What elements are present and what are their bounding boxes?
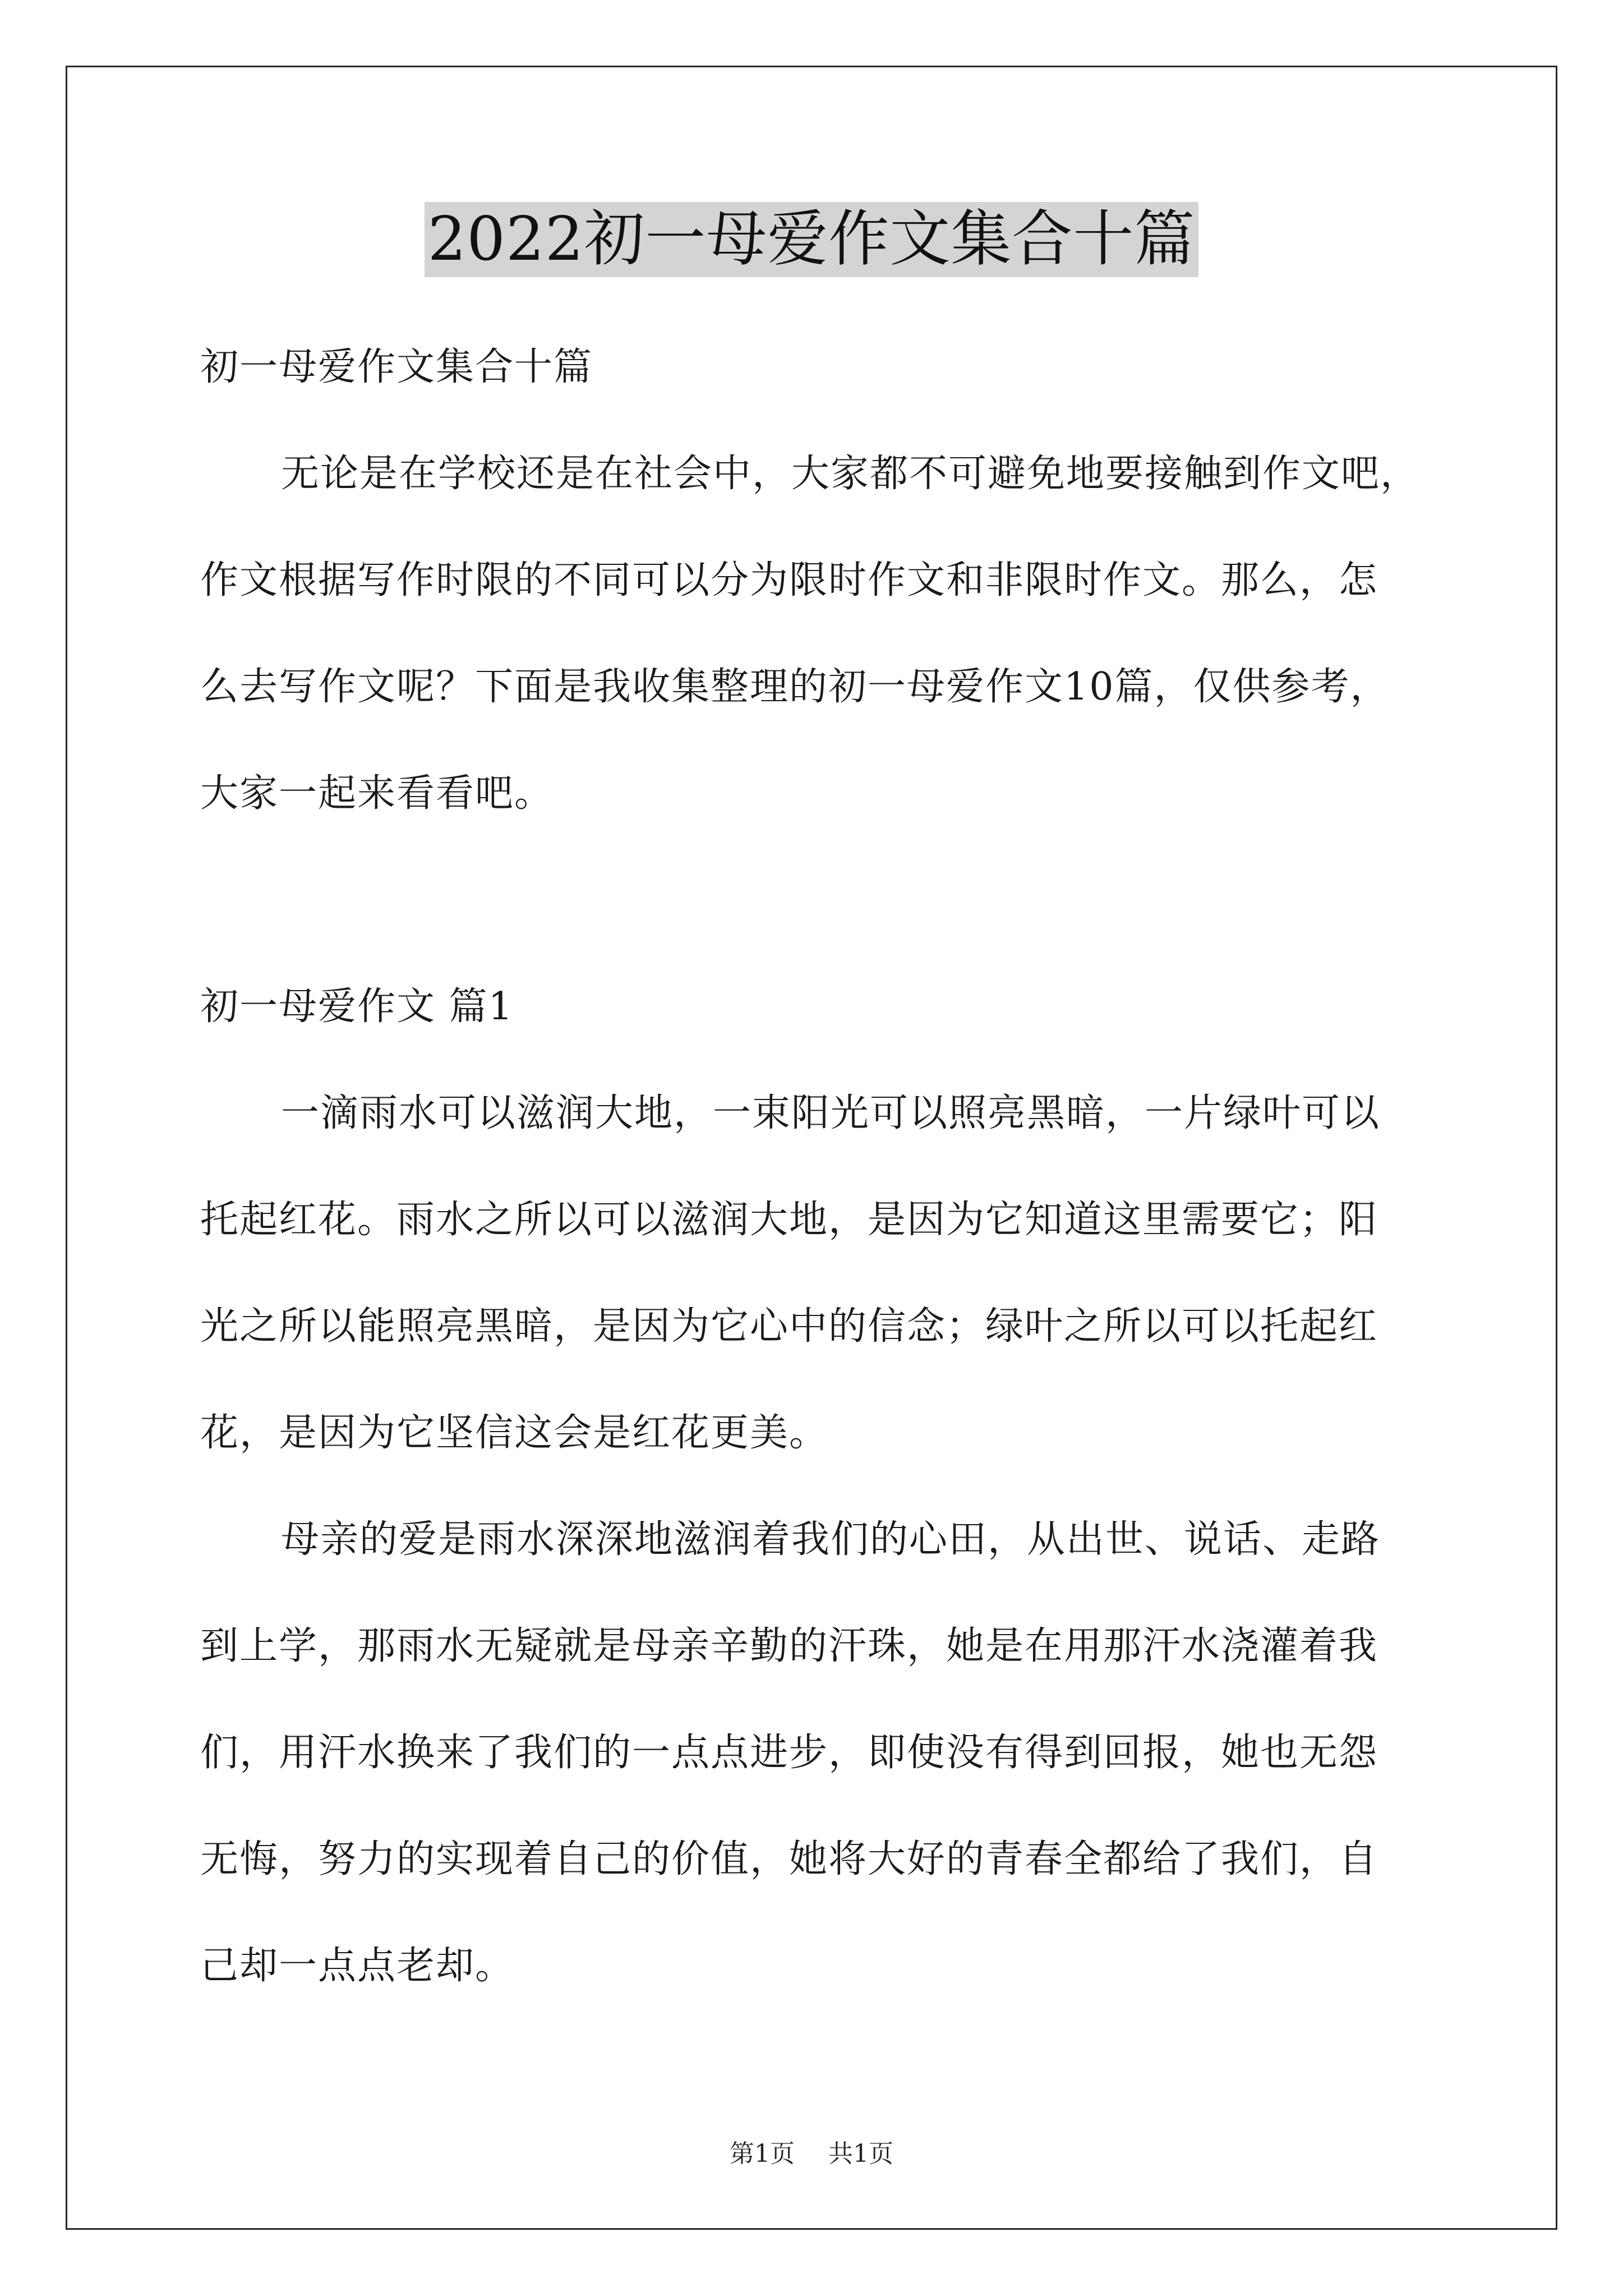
intro-line: 作文根据写作时限的不同可以分为限时作文和非限时作文。那么，怎 — [200, 558, 1378, 602]
paragraph-line: 光之所以能照亮黑暗，是因为它心中的信念；绿叶之所以可以托起红 — [200, 1304, 1378, 1349]
section-heading: 初一母爱作文 篇1 — [200, 984, 514, 1029]
document-title: 2022初一母爱作文集合十篇 — [425, 202, 1199, 277]
page-number-current: 第1页 — [730, 2139, 795, 2168]
document-body — [200, 314, 1428, 2019]
paragraph-line: 一滴雨水可以滋润大地，一束阳光可以照亮黑暗，一片绿叶可以 — [281, 1091, 1381, 1135]
intro-line: 大家一起来看看吧。 — [200, 771, 554, 816]
paragraph-line: 托起红花。雨水之所以可以滋润大地，是因为它知道这里需要它；阳 — [200, 1198, 1378, 1242]
paragraph-line: 到上学，那雨水无疑就是母亲辛勤的汗珠，她是在用那汗水浇灌着我 — [200, 1624, 1378, 1668]
paragraph-line: 己却一点点老却。 — [200, 1944, 515, 1988]
blank-line — [200, 847, 1428, 954]
paragraph-line: 母亲的爱是雨水深深地滋润着我们的心田，从出世、说话、走路 — [281, 1517, 1381, 1562]
paragraph-line: 们，用汗水换来了我们的一点点进步，即使没有得到回报，她也无怨 — [200, 1731, 1378, 1775]
title-container — [0, 202, 1623, 277]
paragraph-line: 无悔，努力的实现着自己的价值，她将大好的青春全都给了我们，自 — [200, 1837, 1378, 1881]
document-subtitle: 初一母爱作文集合十篇 — [200, 345, 593, 389]
page-number-total: 共1页 — [828, 2139, 893, 2168]
page-footer — [0, 2137, 1623, 2171]
paragraph-line: 花，是因为它坚信这会是红花更美。 — [200, 1411, 829, 1455]
intro-line: 么去写作文呢？下面是我收集整理的初一母爱作文10篇，仅供参考， — [200, 665, 1390, 709]
intro-line: 无论是在学校还是在社会中，大家都不可避免地要接触到作文吧， — [281, 452, 1420, 496]
